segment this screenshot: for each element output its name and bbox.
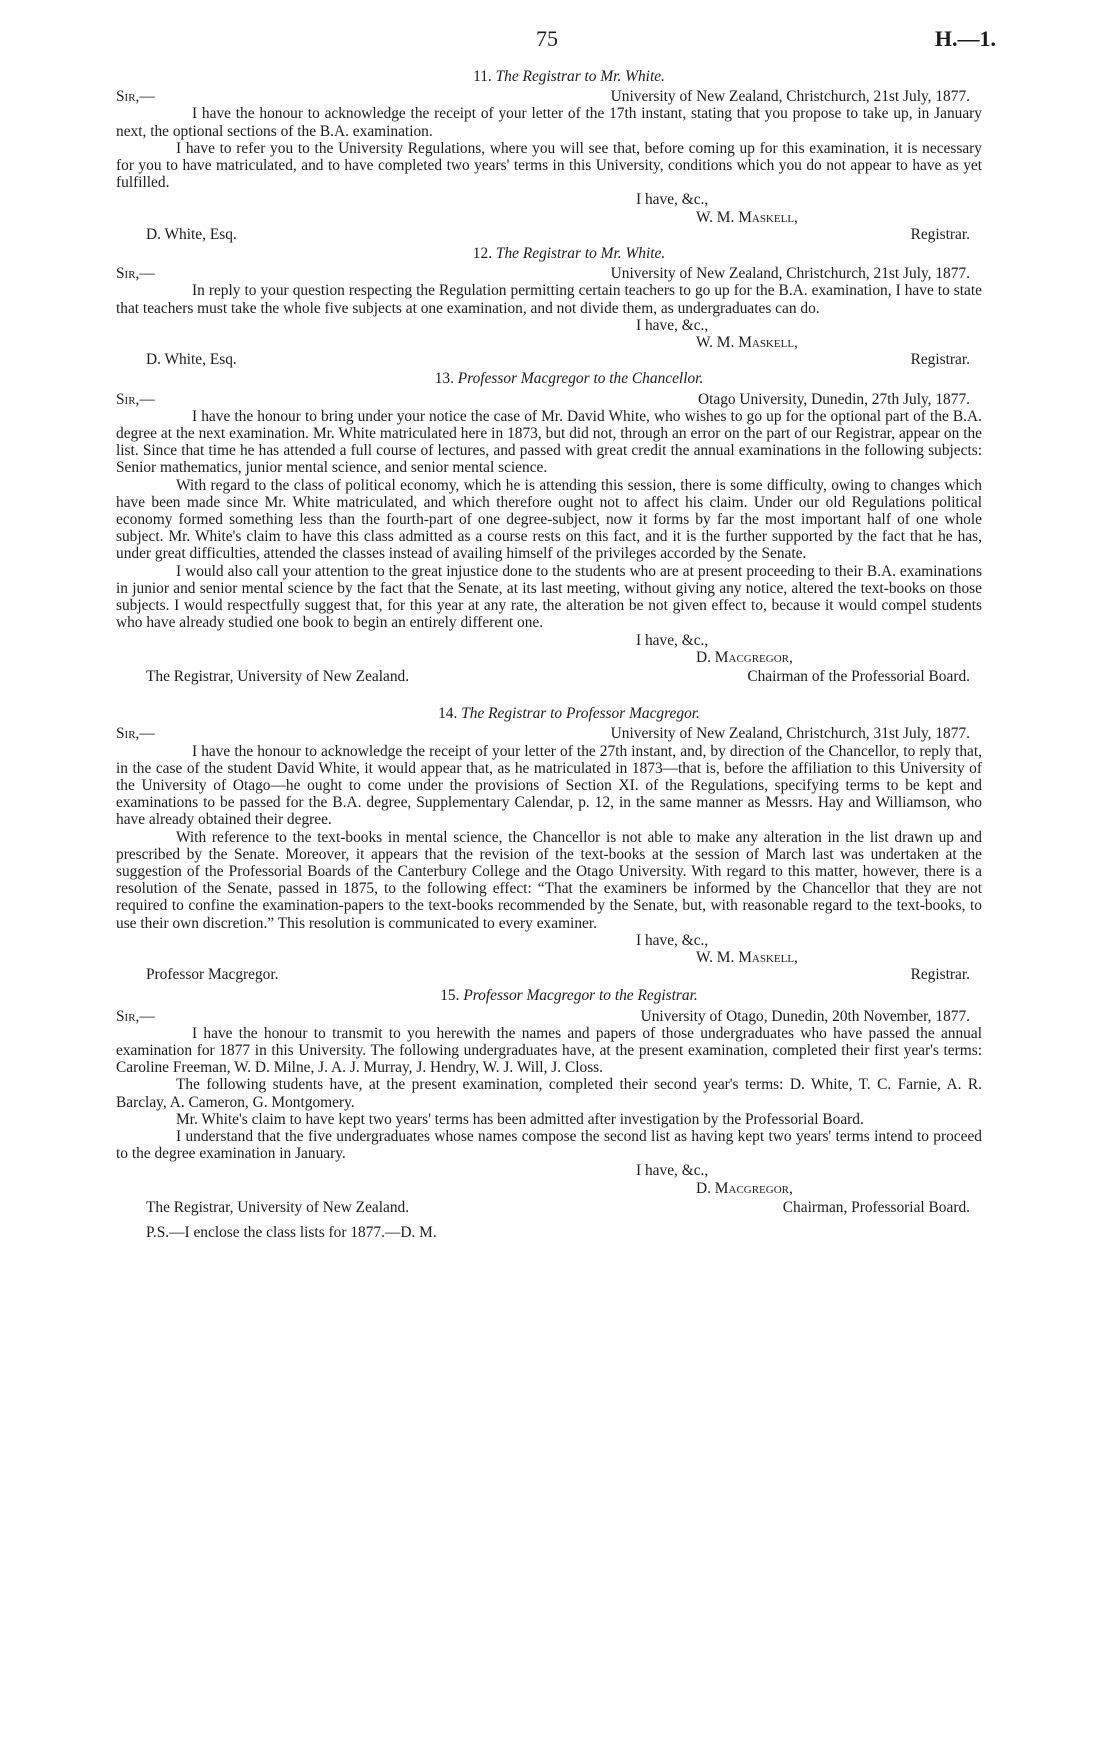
salutation: Sir,— bbox=[116, 1007, 155, 1025]
paragraph: I would also call your attention to the great injustice done to the students who are at present proceeding to their B.A. examinations in junior and senior mental science by the fact that the Senate, at its last meeting, without giving any notice, altered the text-books on those subjects. I would respectfully suggest that, for this year at any rate, the alteration be not given effect to, because it would compel students who have already studied one book to begin an entirely different one. bbox=[116, 562, 982, 632]
page-header bbox=[116, 0, 996, 52]
sender-address: University of New Zealand, Christchurch, 31st July, 1877. bbox=[610, 725, 970, 743]
signature: W. M. Maskell, bbox=[696, 208, 798, 226]
paragraph: I have the honour to acknowledge the receipt of your letter of the 27th instant, and, by direction of the Chancellor, to reply that, in the case of the student David White, it would appear that, as he matriculated in 1873—that is, before the affiliation to this University of the University of Otago—he ought to come under the provisions of Section XI. of the Regulations, specifying terms to be kept and examinations to be passed for the B.A. degree, Supplementary Calendar, p. 12, in the same manner as Messrs. Hay and Williamson, who have already obtained their degree. bbox=[116, 742, 982, 829]
letter-title bbox=[116, 370, 982, 387]
paragraph: I understand that the five undergraduates whose names compose the second list as having kept two years' terms intend to proceed to the degree examination in January. bbox=[116, 1127, 982, 1163]
paragraph: Mr. White's claim to have kept two years' terms has been admitted after investigation by the Professorial Board. bbox=[176, 1110, 864, 1128]
letter-title bbox=[116, 68, 982, 85]
letter-number: 13. bbox=[434, 370, 454, 388]
closing: I have, &c., bbox=[636, 931, 709, 949]
closing: I have, &c., bbox=[636, 316, 709, 334]
closing: I have, &c., bbox=[636, 1162, 709, 1180]
letter-heading: Professor Macgregor to the Registrar. bbox=[463, 987, 698, 1005]
letter-13 bbox=[116, 370, 982, 685]
signatory-role: Chairman, Professorial Board. bbox=[782, 1198, 970, 1216]
recipient: The Registrar, University of New Zealand. bbox=[146, 667, 410, 685]
letter-15 bbox=[116, 987, 982, 1241]
letter-number: 14. bbox=[438, 705, 458, 723]
letter-title bbox=[116, 705, 982, 722]
paragraph: I have the honour to bring under your notice the case of Mr. David White, who wishes to go up for the optional part of the B.A. degree at the next examination. Mr. White matriculated here in 1873, but did not, through an error on the part of our Registrar, appear on the list. Since that time he has attended a full course of lectures, and passed with great credit the annual examinations in the following subjects: Senior mathematics, junior mental science, and senior mental science. bbox=[116, 407, 982, 477]
paragraph: In reply to your question respecting the Regulation permitting certain teachers to go up for the B.A. examination, I have to state that teachers must take the whole five subjects at one examination, and not divide them, as undergraduates can do. bbox=[116, 282, 982, 317]
sender-address: University of Otago, Dunedin, 20th November, 1877. bbox=[640, 1007, 970, 1025]
letter-title bbox=[116, 245, 982, 262]
sender-address: University of New Zealand, Christchurch, 21st July, 1877. bbox=[610, 265, 970, 283]
document-page bbox=[116, 0, 996, 1241]
recipient: The Registrar, University of New Zealand. bbox=[146, 1198, 410, 1216]
signatory-role: Registrar. bbox=[910, 966, 970, 984]
salutation: Sir,— bbox=[116, 88, 155, 106]
closing: I have, &c., bbox=[636, 191, 709, 209]
signatory-role: Registrar. bbox=[910, 351, 970, 369]
letter-heading: Professor Macgregor to the Chancellor. bbox=[457, 370, 704, 388]
postscript: P.S.—I enclose the class lists for 1877.—D. M. bbox=[146, 1224, 437, 1241]
salutation: Sir,— bbox=[116, 390, 155, 408]
paragraph: With reference to the text-books in mental science, the Chancellor is not able to make any alteration in the list drawn up and prescribed by the Senate. Moreover, it appears that the revision of the text-books at the session of March last was undertaken at the suggestion of the Professorial Boards of the Canterbury College and the Otago University. With regard to this matter, however, there is a resolution of the Senate, passed in 1875, to the following effect: “That the examiners be informed by the Chancellor that they are not required to confine the examination-papers to the text-books recommended by the Senate, but, with reasonable regard to the text-books, to use their own discretion.” This resolution is communicated to every examiner. bbox=[116, 828, 982, 932]
letter-12 bbox=[116, 245, 982, 368]
signature: W. M. Maskell, bbox=[696, 948, 798, 966]
signature: D. Macgregor, bbox=[696, 1179, 793, 1197]
signature: W. M. Maskell, bbox=[696, 334, 798, 352]
letter-title bbox=[116, 987, 982, 1004]
letter-heading: The Registrar to Mr. White. bbox=[495, 68, 665, 85]
letter-number: 15. bbox=[440, 987, 460, 1005]
letter-heading: The Registrar to Professor Macgregor. bbox=[461, 705, 700, 723]
page-number: 75 bbox=[536, 26, 558, 51]
sender-address: University of New Zealand, Christchurch, 21st July, 1877. bbox=[610, 88, 970, 106]
letter-14 bbox=[116, 705, 982, 983]
signatory-role: Registrar. bbox=[910, 225, 970, 243]
paragraph: With regard to the class of political economy, which he is attending this session, there is some difficulty, owing to changes which have been made since Mr. White matriculated, and which therefore ought not to affect his claim. Under our old Regulations political economy formed something less than the fourth-part of one degree-subject, now it forms by far the most important half of one whole subject. Mr. White's claim to have this class admitted as a course rests on this fact, and it is the further supported by the fact that he has, under great difficulties, attended the classes instead of availing himself of the privileges accorded by the Senate. bbox=[116, 476, 982, 563]
sender-address: Otago University, Dunedin, 27th July, 1877. bbox=[697, 390, 970, 408]
letter-heading: The Registrar to Mr. White. bbox=[495, 245, 666, 263]
paragraph: I have the honour to acknowledge the receipt of your letter of the 17th instant, stating that you propose to take up, in January next, the optional sections of the B.A. examination. bbox=[116, 105, 982, 140]
salutation: Sir,— bbox=[116, 265, 155, 283]
closing: I have, &c., bbox=[636, 631, 709, 649]
paragraph: I have the honour to transmit to you herewith the names and papers of those undergraduates who have passed the annual examination for 1877 in this University. The following undergraduates have, at the present examination, completed their first year's terms: Caroline Freeman, W. D. Milne, J. A. J. Murray, J. Hendry, W. J. Will, J. Closs. bbox=[116, 1024, 982, 1077]
recipient: D. White, Esq. bbox=[146, 351, 237, 369]
recipient: D. White, Esq. bbox=[146, 225, 237, 243]
paragraph: I have to refer you to the University Regulations, where you will see that, before coming up for this examination, it is necessary for you to have matriculated, and to have completed two years' terms in this University, conditions which you do not appear to have as yet fulfilled. bbox=[116, 139, 982, 192]
letter-11 bbox=[116, 68, 982, 243]
salutation: Sir,— bbox=[116, 725, 155, 743]
paragraph: The following students have, at the present examination, completed their second year's terms: D. White, T. C. Farnie, A. R. Barclay, A. Cameron, G. Montgomery. bbox=[116, 1076, 982, 1111]
signatory-role: Chairman of the Professorial Board. bbox=[747, 667, 970, 685]
recipient: Professor Macgregor. bbox=[146, 966, 279, 984]
letter-number: 12. bbox=[472, 245, 493, 263]
page-reference: H.—1. bbox=[934, 26, 996, 51]
signature: D. Macgregor, bbox=[696, 648, 793, 666]
letter-number: 11. bbox=[473, 68, 492, 85]
